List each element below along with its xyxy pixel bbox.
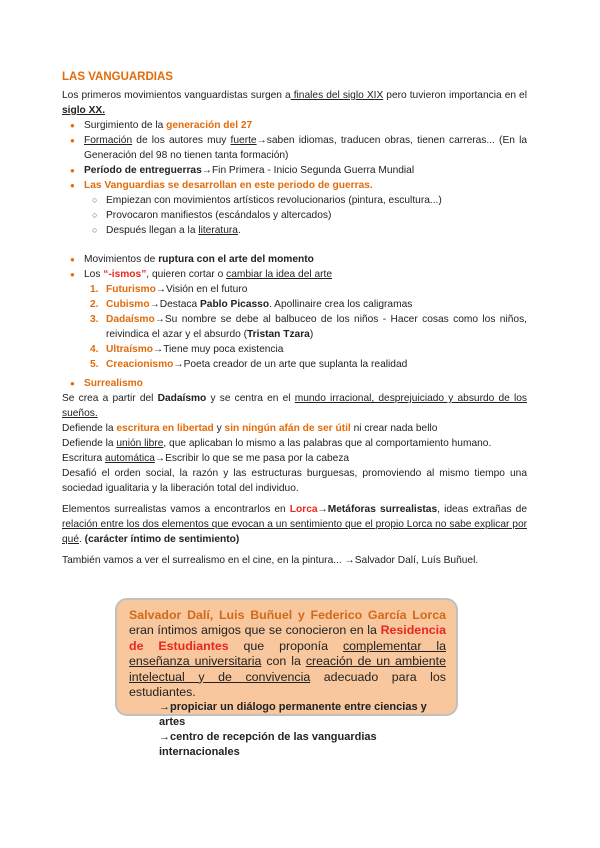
box-text-4: adecuado para los estudiantes. <box>129 669 446 700</box>
highlight-box <box>115 598 458 759</box>
ism-name: Futurismo <box>106 284 156 295</box>
ism-desc: →Destaca <box>149 299 200 310</box>
sub-list-item: ○ Empiezan con movimientos artísticos revolucionarios (pintura, escultura...) <box>106 193 527 208</box>
ism-desc: →Tiene muy poca existencia <box>153 344 284 355</box>
p-text: Defiende la <box>62 438 117 449</box>
list-item <box>84 178 527 238</box>
ism-number: 1. <box>90 284 99 295</box>
p-underline: unión libre <box>116 438 164 449</box>
ism-number: 2. <box>90 299 99 310</box>
box-text-2: que proponía <box>228 638 343 653</box>
item-text: Movimientos de <box>84 254 159 265</box>
list-item <box>84 267 527 372</box>
bullet-list-1 <box>62 118 527 238</box>
item-bold: Período de entreguerras <box>84 165 202 176</box>
item-bold: ruptura con el arte del momento <box>158 254 314 265</box>
item-text-2: , quieren cortar o <box>146 269 227 280</box>
ism-desc: →Poeta creador de un arte que suplanta la realidad <box>173 359 408 370</box>
box-residencia: Residencia de Estudiantes <box>129 623 446 653</box>
sub-list <box>84 193 527 238</box>
surr-paragraph-2 <box>62 421 527 436</box>
box-text: eran íntimos amigos que se conocieron en la <box>129 623 381 638</box>
ism-number: 4. <box>90 344 99 355</box>
p-text: Defiende la <box>62 423 117 434</box>
ism-desc-2: . Apollinaire crea los caligramas <box>269 299 413 310</box>
surr-paragraph-1 <box>62 391 527 421</box>
p-highlight-2: sin ningún afán de ser útil <box>224 423 351 434</box>
ism-item <box>90 357 527 372</box>
p-text-2: , que aplicaban lo mismo a las palabras que al comportamiento humano. <box>163 438 492 449</box>
bullet-list-2 <box>62 252 527 391</box>
ism-item <box>90 282 527 297</box>
p-text-2: →Escribir lo que se me pasa por la cabeza <box>154 453 350 464</box>
item-underline: literatura <box>198 225 238 236</box>
p-underline: relación entre los dos elementos que evocan a un sentimiento que el propio Lorca no sabe explicar por qué <box>62 519 527 545</box>
p-red: Lorca <box>289 504 318 515</box>
item-end: . <box>237 225 241 236</box>
item-text: Los <box>84 269 104 280</box>
p-underline: automática <box>105 453 155 464</box>
p-highlight: escritura en libertad <box>116 423 214 434</box>
item-underline: Formación <box>84 135 133 146</box>
list-item <box>84 118 527 133</box>
intro-underline: finales del siglo XIX <box>290 90 384 101</box>
list-item <box>84 252 527 267</box>
ism-name: Dadaísmo <box>106 314 155 325</box>
ism-bold: Tristan Tzara <box>247 329 310 340</box>
intro-bold: siglo XX. <box>62 105 106 116</box>
ism-desc-2: ) <box>309 329 314 340</box>
p-text: Se crea a partir del <box>62 393 158 404</box>
ism-desc: →Su nombre se debe al balbuceo de los niños - Hacer cosas como los niños, reivindica el azar y el absurdo ( <box>106 314 527 340</box>
surr-paragraph-4 <box>62 451 527 466</box>
box-paragraph <box>129 608 446 700</box>
list-item <box>84 133 527 163</box>
box-text-3: con la <box>261 654 306 669</box>
elementos-paragraph <box>62 502 527 547</box>
surr-paragraph-5: Desafió el orden social, la razón y las estructuras burguesas, promoviendo al mismo tiempo una sociedad igualitaria y la liberación total del individuo. <box>62 468 527 494</box>
isms-list <box>84 282 527 372</box>
item-underline-2: fuerte <box>230 135 257 146</box>
box-names: Salvador Dalí, Luis Buñuel y Federico García Lorca <box>129 608 446 622</box>
p-text-2: , ideas extrañas de <box>437 504 528 515</box>
surrealismo-heading: Surrealismo <box>84 378 143 389</box>
ism-item <box>90 342 527 357</box>
cine-paragraph: También vamos a ver el surrealismo en el cine, en la pintura... →Salvador Dalí, Luís Buñuel. <box>62 555 479 566</box>
item-text-2: →saben idiomas, traducen obras, tienen carreras... (En la Generación del 98 no tienen tanta formación) <box>84 135 528 161</box>
p-bold: →Metáforas surrealistas <box>317 504 438 515</box>
item-red: “-ismos” <box>103 269 147 280</box>
surr-paragraph-3 <box>62 436 527 451</box>
box-underline: complementar la enseñanza universitaria <box>129 638 446 669</box>
spacer <box>62 238 527 252</box>
p-bold: Dadaísmo <box>157 393 207 404</box>
item-text: →Fin Primera - Inicio Segunda Guerra Mundial <box>201 165 415 176</box>
p-text: Elementos surrealistas vamos a encontrarlos en <box>62 504 290 515</box>
box-arrow-line: →propiciar un diálogo permanente entre ciencias y artes <box>159 701 427 729</box>
intro-paragraph <box>62 88 527 118</box>
ism-desc: →Visión en el futuro <box>155 284 248 295</box>
sub-list-item: ○ Provocaron manifiestos (escándalos y altercados) <box>106 208 527 223</box>
list-item-surrealismo <box>84 376 527 391</box>
ism-item <box>90 312 527 342</box>
ism-number: 3. <box>90 314 99 325</box>
ism-name: Cubismo <box>106 299 150 310</box>
item-underline: cambiar la idea del arte <box>226 269 333 280</box>
ism-item <box>90 297 527 312</box>
document-body <box>62 70 527 568</box>
p-text-2: y <box>213 423 225 434</box>
intro-text-2: pero tuvieron importancia en el <box>383 90 527 101</box>
ism-number: 5. <box>90 359 99 370</box>
intro-text: Los primeros movimientos vanguardistas surgen a <box>62 90 291 101</box>
item-text: Surgimiento de la <box>84 120 167 131</box>
ism-name: Creacionismo <box>106 359 174 370</box>
ism-name: Ultraísmo <box>106 344 153 355</box>
sub-list-item <box>106 223 527 238</box>
p-bold-2: (carácter íntimo de sentimiento) <box>84 534 240 545</box>
item-highlight: generación del 27 <box>166 120 253 131</box>
list-item <box>84 163 527 178</box>
item-text: de los autores muy <box>132 135 231 146</box>
ism-bold: Pablo Picasso <box>199 299 270 310</box>
box-underline-2: creación de un ambiente intelectual y de convivencia <box>129 654 446 684</box>
item-highlight: Las Vanguardias se desarrollan en este periodo de guerras. <box>84 180 373 191</box>
item-text: Después llegan a la <box>106 225 199 236</box>
page-title: LAS VANGUARDIAS <box>62 71 173 83</box>
p-text-2: y se centra en el <box>206 393 295 404</box>
p-text-3: ni crear nada bello <box>350 423 438 434</box>
p-text-3: . <box>79 534 85 545</box>
p-text: Escritura <box>62 453 106 464</box>
p-underline: mundo irracional, desprejuiciado y absurdo de los sueños. <box>62 393 528 419</box>
box-arrow-line: →centro de recepción de las vanguardias internacionales <box>159 731 377 759</box>
